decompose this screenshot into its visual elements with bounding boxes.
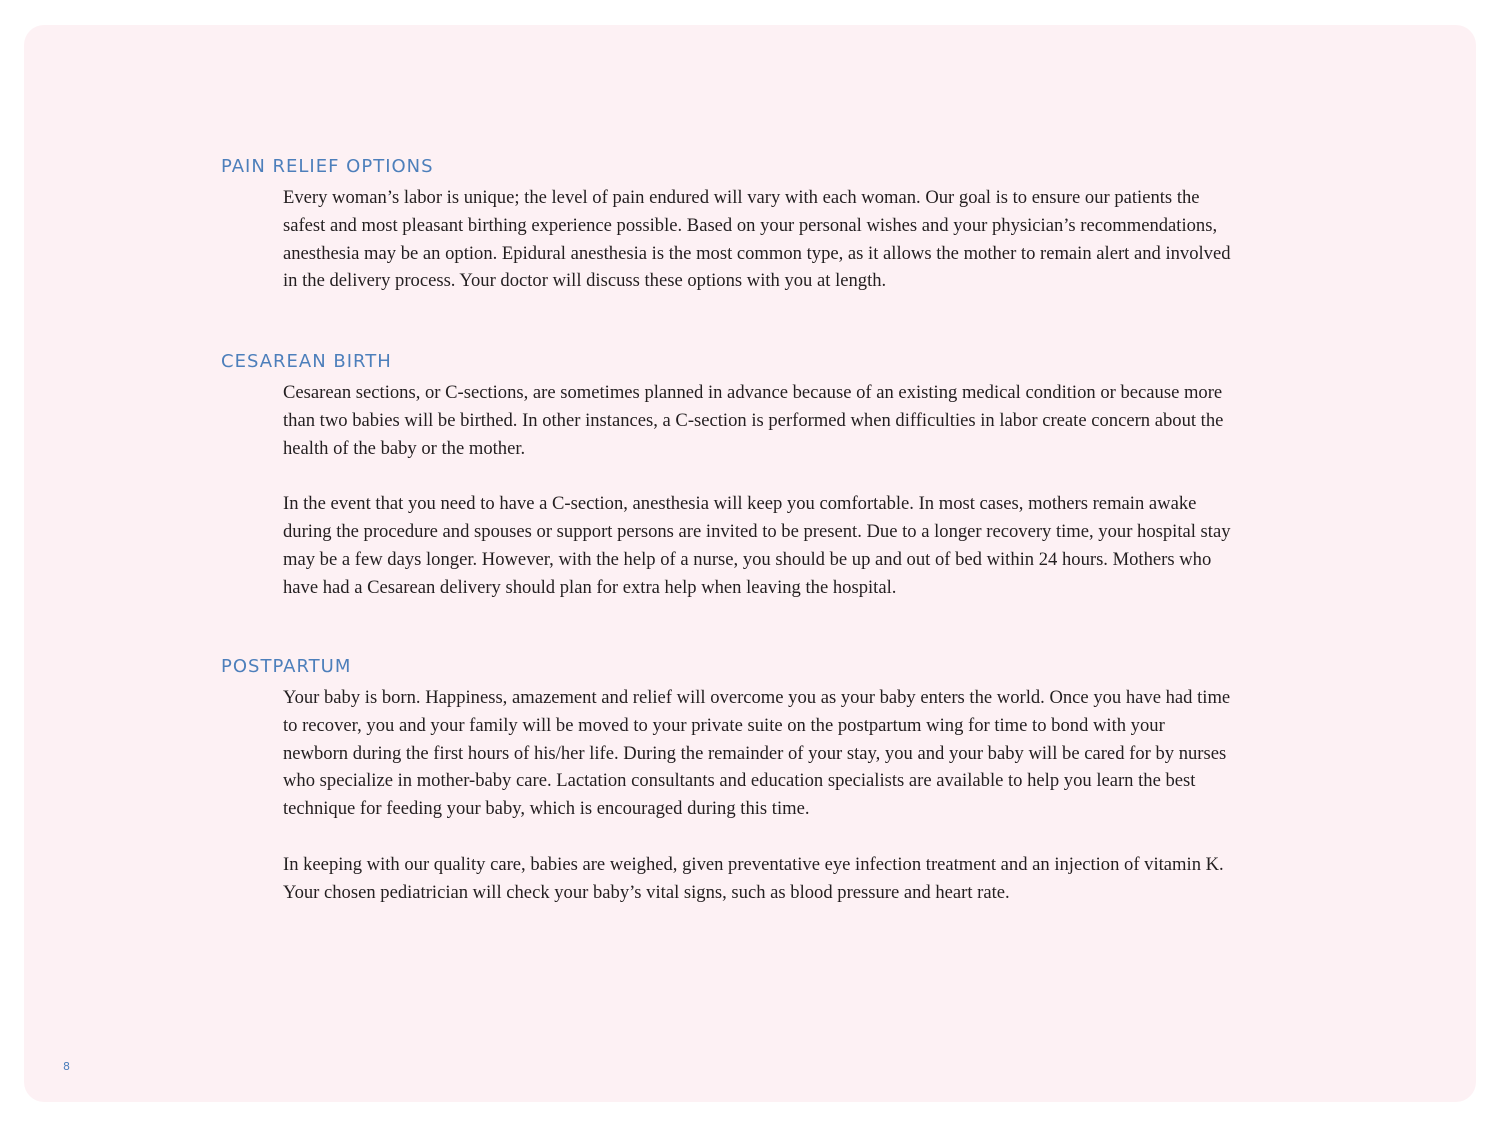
page-number: 8 [63, 1060, 70, 1073]
section-pain-relief-options [221, 156, 1231, 295]
body-paragraph: Every woman’s labor is unique; the level of pain endured will vary with each woman. Our goal is to ensure our patients the safest and most pleasant birthing experience possible. Based on your personal wishes and your physician’s recommendations, anesthesia may be an option. Epidural anesthesia is the most common type, as it allows the mother to remain alert and involved in the delivery process. Your doctor will discuss these options with you at length. [283, 187, 1231, 292]
document-page [24, 25, 1476, 1102]
body-paragraph: In keeping with our quality care, babies are weighed, given preventative eye infection treatment and an injection of vitamin K. Your chosen pediatrician will check your baby’s vital signs, such as blood pressure and heart rate. [283, 853, 1224, 903]
section-cesarean-birth [221, 351, 1231, 602]
section-heading: CESAREAN BIRTH [221, 351, 392, 372]
body-paragraph: Your baby is born. Happiness, amazement and relief will overcome you as your baby enters the world. Once you have had time to recover, you and your family will be moved to your private suite on the postpartum wing for time to bond with your newborn during the first hours of his/her life. During the remainder of your stay, you and your baby will be cared for by nurses who specialize in mother-baby care. Lactation consultants and education specialists are available to help you learn the best technique for feeding your baby, which is encouraged during this time. [283, 687, 1231, 820]
body-paragraph: In the event that you need to have a C-section, anesthesia will keep you comfortable. In most cases, mothers remain awake during the procedure and spouses or support persons are invited to be present. Due to a longer recovery time, your hospital stay may be a few days longer. However, with the help of a nurse, you should be up and out of bed within 24 hours. Mothers who have had a Cesarean delivery should plan for extra help when leaving the hospital. [283, 493, 1231, 598]
section-postpartum [221, 656, 1231, 907]
body-paragraph: Cesarean sections, or C-sections, are sometimes planned in advance because of an existing medical condition or because more than two babies will be birthed. In other instances, a C-section is performed when difficulties in labor create concern about the health of the baby or the mother. [283, 382, 1224, 459]
section-heading: POSTPARTUM [221, 656, 352, 677]
section-heading: PAIN RELIEF OPTIONS [221, 156, 434, 177]
